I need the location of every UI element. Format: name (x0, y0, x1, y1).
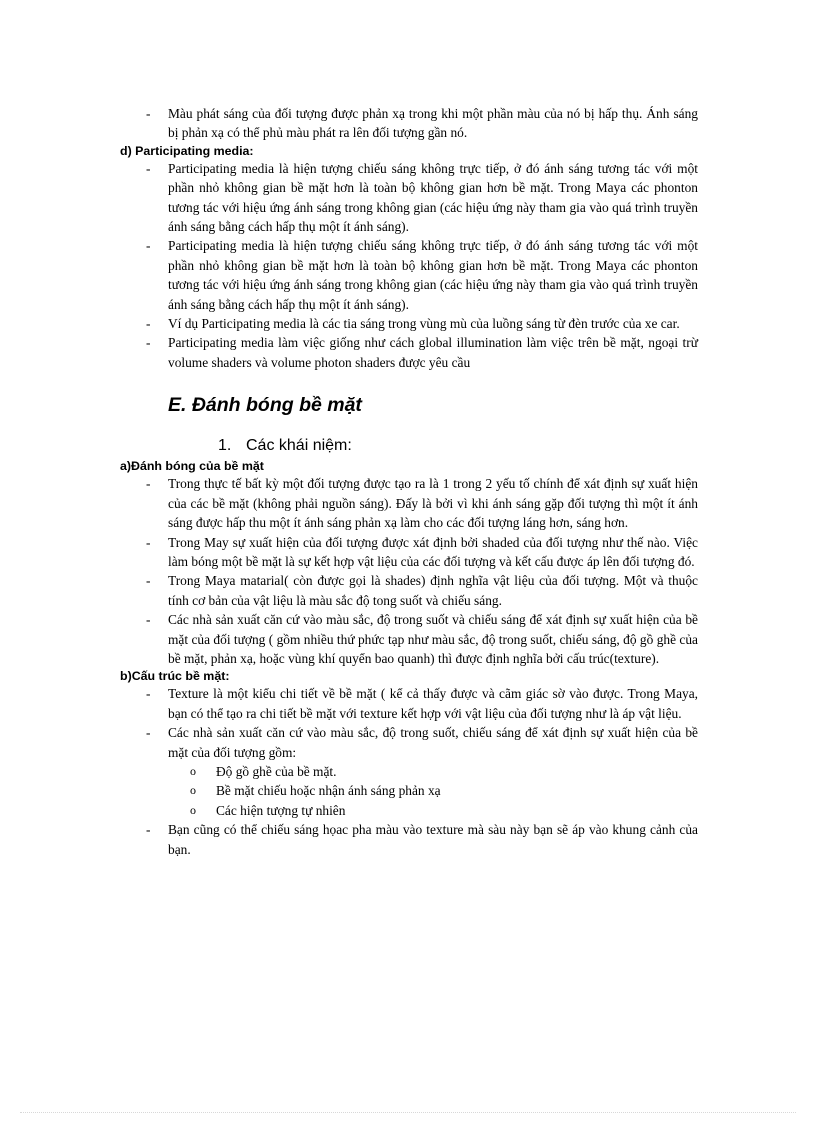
list-item (120, 684, 698, 723)
bullet-text: Màu phát sáng của đối tượng được phản xạ trong khi một phần màu của nó bị hấp thụ. Ánh sáng bị phản xạ có thể phủ màu phát ra lên đối tượng gần nó. (168, 106, 698, 141)
bullet-dash: - (146, 476, 151, 492)
bullet-text: Các nhà sản xuất căn cứ vào màu sắc, độ trong suốt và chiếu sáng để xát định sự xuất hiện của bề mặt của đối tượng ( gồm nhiều thứ phức tạp như màu sắc, độ trong suốt, chiếu sáng, độ gồ ghề của bề mặt, phản xạ, hoặc vùng khí quyển bao quanh) thì được định nghĩa bởi cấu trúc(texture). (168, 612, 698, 666)
circle-bullet-icon: o (190, 802, 196, 817)
list-item (120, 723, 698, 762)
bullet-dash: - (146, 335, 151, 351)
list-item (120, 474, 698, 532)
subsection-label: Các khái niệm: (246, 437, 352, 455)
bullet-dash: - (146, 238, 151, 254)
bullet-text: Texture là một kiểu chi tiết về bề mặt ( kể cả thấy được và cãm giác sờ vào được. Trong Maya, bạn có thể tạo ra chi tiết bề mặt với texture kết hợp với vật liệu của đối tượng như là áp vật liệu. (168, 686, 698, 721)
page-content (120, 104, 698, 859)
bullet-text: Participating media là hiện tượng chiếu sáng không trực tiếp, ở đó ánh sáng tương tác với một phần nhỏ không gian bề mặt hơn là toàn bộ không gian hơn bề mặt. Trong Maya các phonton tương tác với hiệu ứng ánh sáng trong không gian (các hiệu ứng này tham gia vào quá trình truyền ánh sáng bằng cách hấp thụ một ít ánh sáng). (168, 160, 698, 235)
subsection-number: 1. (218, 437, 232, 455)
list-item (120, 159, 698, 237)
list-item (120, 104, 698, 143)
section-title: E. Đánh bóng bề mặt (168, 394, 362, 417)
bullet-dash: - (146, 573, 151, 589)
sub-item-text: Các hiện tượng tự nhiên (216, 802, 346, 818)
footer-dotted-divider (20, 1112, 796, 1113)
bullet-text: Bạn cũng có thể chiếu sáng họac pha màu vào texture mà sàu này bạn sẽ áp vào khung cảnh của bạn. (168, 822, 698, 857)
bullet-text: Trong thực tế bất kỳ một đối tượng được tạo ra là 1 trong 2 yếu tố chính để xát định sự xuất hiện của các bề mặt (không phải nguồn sáng). Đấy là bởi vì khi ánh sáng gặp đối tượng thì một ít ánh sáng được hấp thu một ít ánh sáng phản xạ làm cho các đối tượng láng hơn, sáng hơn. (168, 476, 698, 531)
list-item (120, 610, 698, 668)
list-item (120, 236, 698, 314)
sub-item-text: Bề mặt chiếu hoặc nhận ánh sáng phản xạ (216, 783, 441, 799)
bullet-text: Các nhà sản xuất căn cứ vào màu sắc, độ trong suốt, chiếu sáng để xát định sự xuất hiện của bề mặt của đối tượng gồm: (168, 725, 698, 760)
bullet-text: Trong May sự xuất hiện của đối tượng được xát định bởi shaded của đối tượng như thế nào. Việc làm bóng một bề mặt là sự kết hợp vật liệu của các đối tượng và kết cấu được áp lên đối tượng đó. (168, 534, 698, 569)
list-item (120, 314, 698, 333)
sub-list-item (120, 762, 698, 781)
list-item (120, 533, 698, 572)
bullet-text: Participating media là hiện tượng chiếu sáng không trực tiếp, ở đó ánh sáng tương tác với một phần nhỏ không gian bề mặt hơn là toàn bộ không gian hơn bề mặt. Trong Maya các phonton tương tác với hiệu ứng ánh sáng trong không gian (các hiệu ứng này tham gia vào quá trình truyền ánh sáng bằng cách hấp thụ một ít ánh sáng). (168, 238, 698, 312)
bullet-dash: - (146, 534, 151, 550)
bullet-dash: - (146, 106, 151, 121)
bullet-dash: - (146, 725, 151, 741)
bullet-text: Trong Maya matarial( còn được gọi là shades) định nghĩa vật liệu của đối tượng. Một và thuộc tính cơ bản của vật liệu là màu sắc độ tong suốt và chiếu sáng. (168, 573, 698, 608)
bullet-dash: - (146, 612, 151, 628)
subheading-participating-media: d) Participating media: (120, 143, 254, 158)
sub-list-item (120, 801, 698, 820)
subheading-surface-shading: a)Đánh bóng của bề mặt (120, 459, 264, 474)
bullet-dash: - (146, 316, 151, 332)
sub-list-item (120, 781, 698, 800)
circle-bullet-icon: o (190, 783, 196, 798)
list-item (120, 333, 698, 372)
circle-bullet-icon: o (190, 763, 196, 778)
subsection-title (218, 436, 698, 456)
sub-item-text: Độ gồ ghề của bề mặt. (216, 763, 337, 779)
bullet-dash: - (146, 160, 151, 176)
list-item (120, 820, 698, 859)
bullet-text: Ví dụ Participating media là các tia sáng trong vùng mù của luồng sáng từ đèn trước của xe car. (168, 316, 680, 332)
list-item (120, 571, 698, 610)
bullet-dash: - (146, 822, 151, 838)
bullet-dash: - (146, 686, 151, 702)
subheading-surface-texture: b)Cấu trúc bề mặt: (120, 669, 230, 684)
bullet-text: Participating media làm việc giống như cách global illumination làm việc trên bề mặt, ngoại trừ volume shaders và volume photon shaders được yêu cầu (168, 335, 698, 370)
